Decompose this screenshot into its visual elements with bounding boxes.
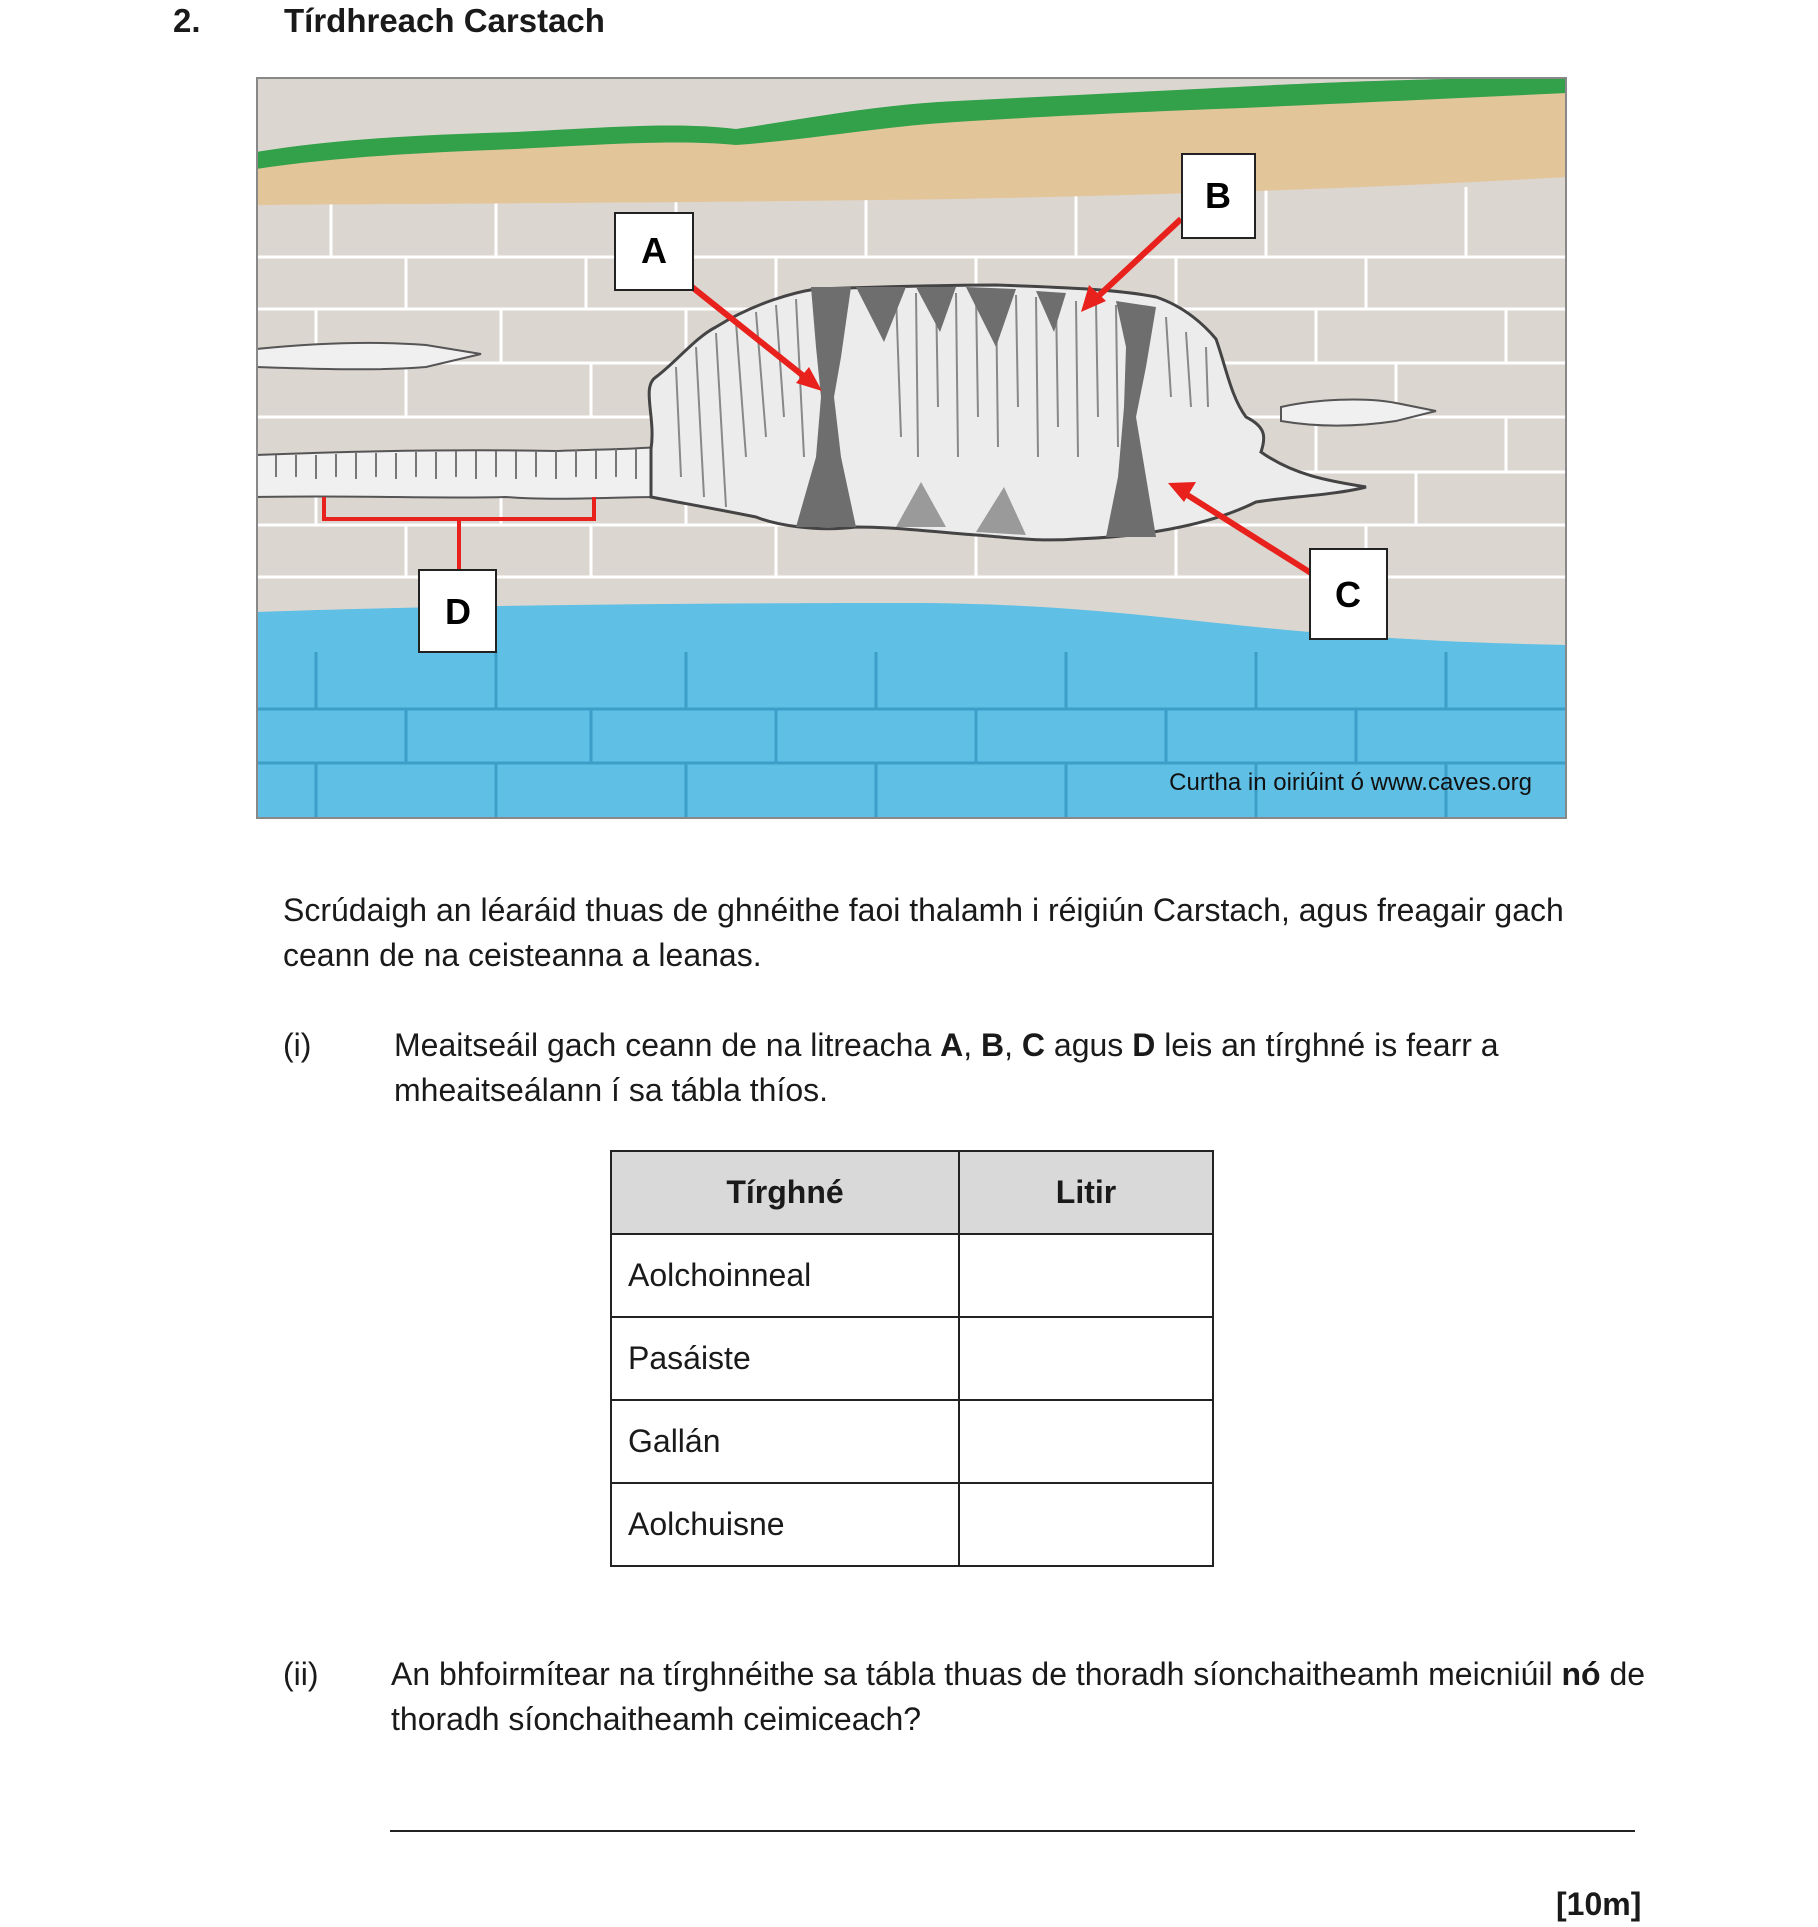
part-ii-text: An bhfoirmítear na tírghnéithe sa tábla thuas de thoradh síonchaitheamh meicniúil nó de thoradh síonchaitheamh ceimiceach? xyxy=(391,1656,1646,1737)
letter-answer-cell[interactable] xyxy=(959,1483,1213,1566)
marks-total: [10m] xyxy=(1556,1886,1642,1922)
feature-cell: Gallán xyxy=(611,1400,959,1483)
feature-cell: Aolchoinneal xyxy=(611,1234,959,1317)
label-c: C xyxy=(1335,574,1361,615)
question-number: 2. xyxy=(173,2,201,39)
letter-answer-cell[interactable] xyxy=(959,1317,1213,1400)
karst-diagram-svg xyxy=(256,77,1567,819)
label-box-b xyxy=(1182,154,1255,238)
karst-diagram xyxy=(256,77,1567,819)
part-i-label: (i) xyxy=(283,1027,312,1063)
matching-table xyxy=(610,1150,1214,1567)
intro-text: Scrúdaigh an léaráid thuas de ghnéithe faoi thalamh i réigiún Carstach, agus freagair gach ceann de na ceisteanna a leanas. xyxy=(283,892,1564,973)
label-box-a xyxy=(615,213,693,290)
table-row xyxy=(611,1234,1213,1317)
table-row xyxy=(611,1400,1213,1483)
part-i-text: Meaitseáil gach ceann de na litreacha A, B, C agus D leis an tírghné is fearr a mheaitseálann í sa tábla thíos. xyxy=(394,1027,1499,1108)
letter-answer-cell[interactable] xyxy=(959,1234,1213,1317)
header-letter: Litir xyxy=(959,1151,1213,1234)
answer-line[interactable] xyxy=(390,1830,1635,1832)
label-box-d xyxy=(419,570,496,652)
label-box-c xyxy=(1310,549,1387,639)
question-title: Tírdhreach Carstach xyxy=(284,2,605,39)
label-a: A xyxy=(641,230,667,271)
table-row xyxy=(611,1317,1213,1400)
label-b: B xyxy=(1205,175,1231,216)
letter-answer-cell[interactable] xyxy=(959,1400,1213,1483)
part-ii-label: (ii) xyxy=(283,1656,319,1692)
feature-cell: Aolchuisne xyxy=(611,1483,959,1566)
figure-credit: Curtha in oiriúint ó www.caves.org xyxy=(1169,769,1532,796)
header-feature: Tírghné xyxy=(611,1151,959,1234)
feature-cell: Pasáiste xyxy=(611,1317,959,1400)
table-row xyxy=(611,1483,1213,1566)
label-d: D xyxy=(445,591,471,632)
